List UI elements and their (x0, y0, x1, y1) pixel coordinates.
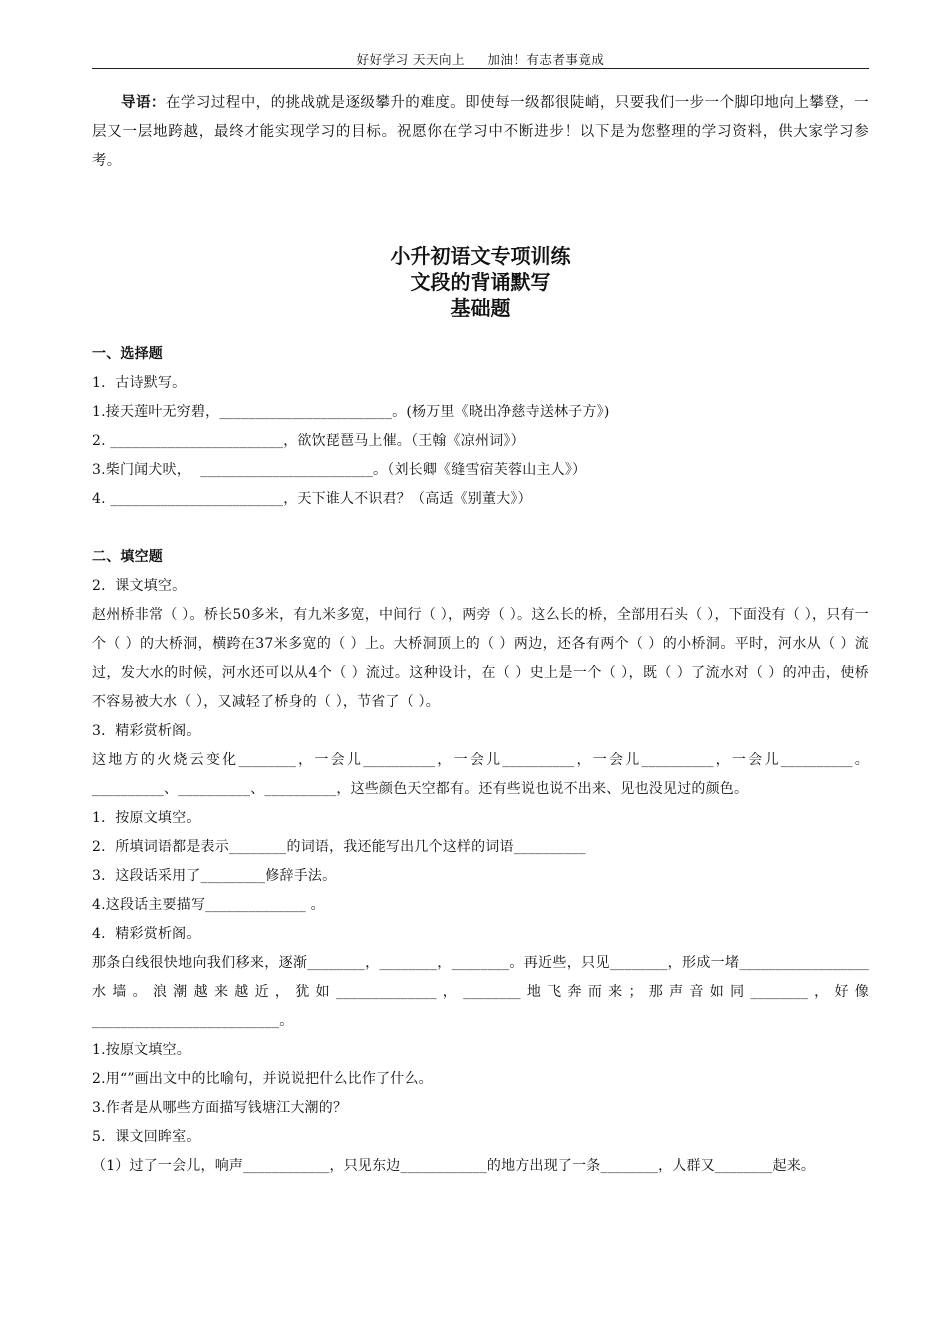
header-rule (92, 68, 869, 69)
sub-question: 3．这段话采用了_________修辞手法。 (92, 868, 337, 884)
intro-body: 在学习过程中，的挑战就是逐级攀升的难度。即使每一级都很陡峭，只要我们一步一个脚印地向上攀登，一层又一层地跨越，最终才能实现学习的目标。祝愿你在学习中不断进步！以下是为您整理的学习资料，供大家学习参考。 (92, 95, 869, 169)
spacer (92, 514, 869, 543)
question-label: 4．精彩赏析阁。 (92, 926, 201, 942)
intro-paragraph (92, 88, 869, 176)
question-label: 5．课文回眸室。 (92, 1129, 201, 1145)
page-header: 好好学习 天天向上 加油！有志者事竟成 (356, 52, 605, 67)
document-title (92, 243, 869, 321)
poem-blank-item: 2. ________________________，欲饮琵琶马上催。（王翰《凉州词》） (92, 433, 525, 449)
review-item: （1）过了一会儿，响声____________，只见东边____________的地方出现了一条________，人群又________起来。 (92, 1158, 816, 1174)
question-label: 2．课文填空。 (92, 578, 187, 594)
sub-question: 4.这段话主要描写______________ 。 (92, 897, 325, 913)
title-line-1: 小升初语文专项训练 (390, 244, 571, 268)
section-heading-fill: 二、填空题 (92, 549, 163, 565)
sub-question: 2.用“”画出文中的比喻句，并说说把什么比作了什么。 (92, 1071, 433, 1087)
section-heading-choice: 一、选择题 (92, 346, 163, 362)
sub-question: 1．按原文填空。 (92, 810, 201, 826)
intro-lead: 导语： (121, 94, 166, 111)
poem-blank-item: 4. ________________________，天下谁人不识君？（高适《别董大》） (92, 491, 532, 507)
sub-question: 3.作者是从哪些方面描写钱塘江大潮的？ (92, 1100, 348, 1116)
sub-question: 1.按原文填空。 (92, 1042, 191, 1058)
title-line-3: 基础题 (450, 296, 511, 320)
title-line-2: 文段的背诵默写 (410, 270, 551, 294)
tide-passage: 那条白线很快地向我们移来，逐渐________，________，________。再近些，只见________，形成一堵__________________水墙。浪潮越来越近，犹如______________，________地飞奔而来；那声音如同________，好像__________________________。 (92, 955, 869, 1029)
bridge-passage: 赵州桥非常（ ）。桥长50多米，有九米多宽，中间行（ ），两旁（ ）。这么长的桥，全部用石头（ ），下面没有（ ），只有一个（ ）的大桥洞，横跨在37米多宽的（ ）上。大桥洞顶上的（ ）两边，还各有两个（ ）的小桥洞。平时，河水从（ ）流过，发大水的时候，河水还可以从4个（ ）流过。这种设计，在（ ）史上是一个（ ），既（ ）了流水对（ ）的冲击，使桥不容易被大水（ ），又减轻了桥身的（ ），节省了（ ）。 (92, 607, 869, 710)
sub-question: 2．所填词语都是表示________的词语，我还能写出几个这样的词语__________ (92, 839, 586, 855)
cloud-passage: 这地方的火烧云变化________，一会儿__________，一会儿__________，一会儿__________，一会儿__________。__________、__________、__________，这些颜色天空都有。还有些说也说不出来、见也没见过的颜色。 (92, 752, 869, 797)
poem-blank-item: 3.柴门闻犬吠， ________________________。（刘长卿《缝雪宿芙蓉山主人》） (92, 462, 587, 478)
exercise-content (92, 340, 869, 1181)
poem-blank-item: 1.接天莲叶无穷碧，________________________。(杨万里《晓出净慈寺送林子方》) (92, 404, 610, 420)
question-label: 3．精彩赏析阁。 (92, 723, 201, 739)
question-label: 1．古诗默写。 (92, 375, 187, 391)
